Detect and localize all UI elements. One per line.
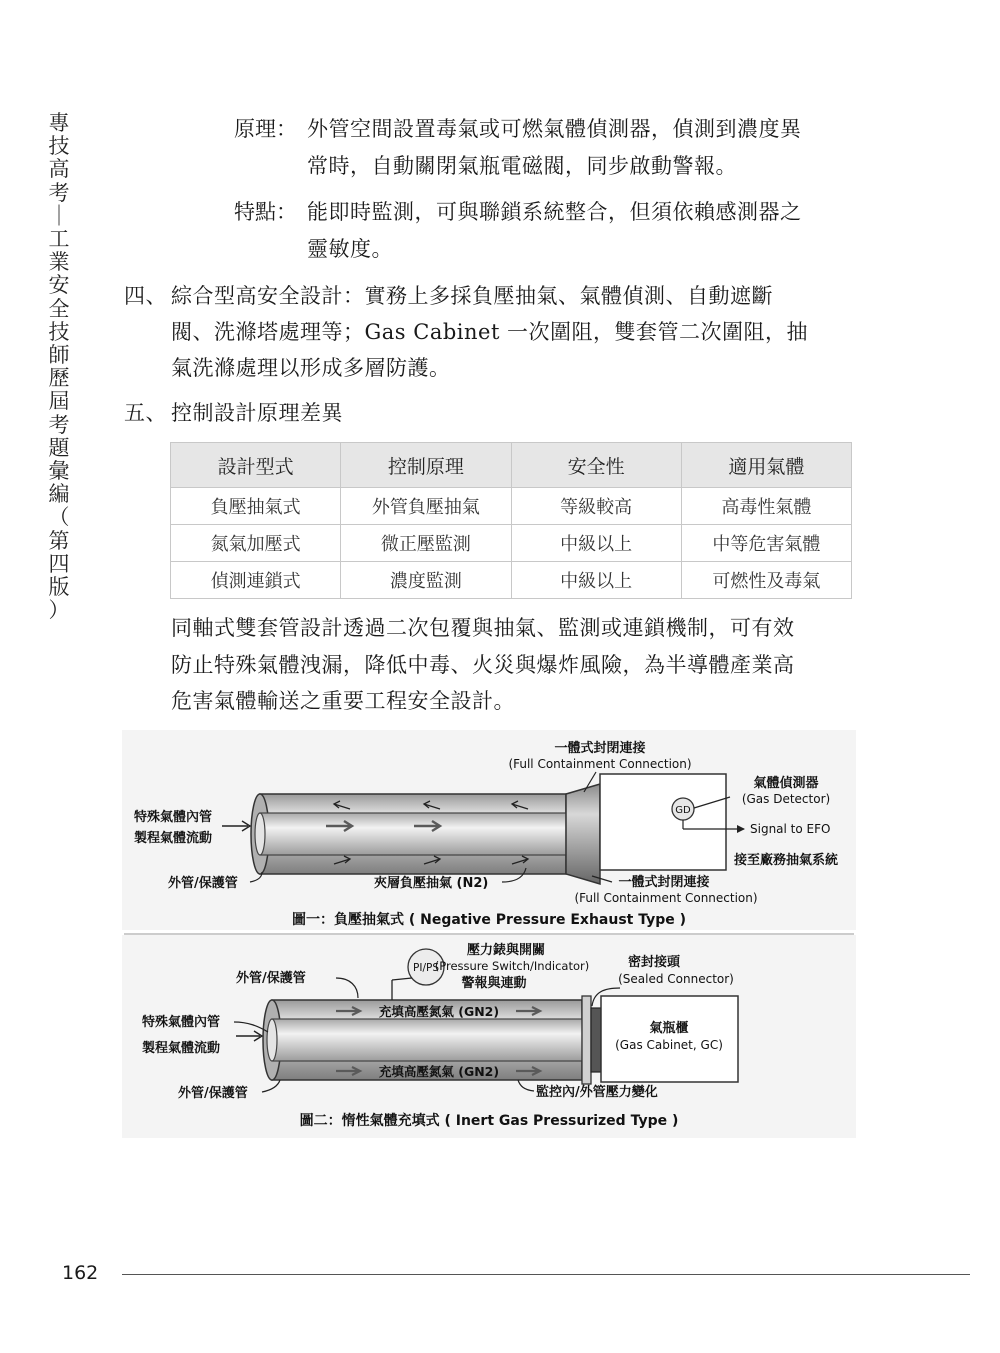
outer-pipe-label-bottom: 外管/保護管 <box>178 1086 248 1101</box>
flow-label: 製程氣體流動 <box>142 1041 221 1056</box>
sidebar-char: ｜ <box>48 203 70 228</box>
gauge-label-zh: 壓力錶與開關 <box>466 943 546 958</box>
detector-label-zh: 氣體偵測器 <box>753 776 819 791</box>
annulus-exhaust-label: 夾層負壓抽氣 (N2) <box>374 876 489 891</box>
sidebar-char: 師 <box>48 343 70 368</box>
table-row <box>171 525 852 562</box>
inner-pipe-end <box>267 1019 277 1061</box>
gauge-label-en: (Pressure Switch/Indicator) <box>434 959 590 973</box>
table-cell: 中級以上 <box>511 525 681 562</box>
table-header: 設計型式 <box>171 443 341 488</box>
sidebar-char: 高 <box>48 157 70 182</box>
bottom-connection-label-zh: 一體式封閉連接 <box>618 875 710 890</box>
book-title-vertical <box>44 112 74 622</box>
footer-rule <box>122 1274 970 1275</box>
sidebar-char: 業 <box>48 250 70 275</box>
gd-label: GD <box>675 805 691 816</box>
table-cell: 偵測連鎖式 <box>171 562 341 599</box>
feature-label: 特點： <box>234 200 297 224</box>
inner-pipe-label: 特殊氣體內管 <box>142 1015 221 1030</box>
page-number: 162 <box>62 1262 99 1284</box>
table-cell: 等級較高 <box>511 488 681 525</box>
section-5-title: 控制設計原理差異 <box>171 401 343 425</box>
table-cell: 中級以上 <box>511 562 681 599</box>
alarm-label: 警報與連動 <box>461 976 527 991</box>
containment-flange <box>566 784 600 884</box>
inner-pipe-label: 特殊氣體內管 <box>134 810 213 825</box>
table-header: 適用氣體 <box>681 443 851 488</box>
sealed-connector-flange <box>582 996 591 1084</box>
control-design-table <box>170 442 852 599</box>
principle-line-2: 常時，自動關閉氣瓶電磁閥，同步啟動警報。 <box>307 154 737 178</box>
inner-pipe <box>260 813 566 855</box>
table-cell: 氮氣加壓式 <box>171 525 341 562</box>
inner-pipe <box>272 1019 582 1061</box>
sidebar-char: 專 <box>48 111 70 135</box>
detector-enclosure <box>600 774 726 870</box>
section-4-line-3: 氣洗滌處理以形成多層防護。 <box>171 356 451 380</box>
sidebar-char: 第 <box>48 528 70 553</box>
cabinet-label-zh: 氣瓶櫃 <box>649 1021 689 1036</box>
table-header-row <box>171 443 852 488</box>
seal-label-en: (Sealed Connector) <box>618 972 734 986</box>
sidebar-char: 題 <box>48 435 70 460</box>
sidebar-char: 全 <box>48 296 70 321</box>
principle-label: 原理： <box>234 117 297 141</box>
table-cell: 可燃性及毒氣 <box>681 562 851 599</box>
table-row <box>171 562 852 599</box>
sidebar-char: 技 <box>48 134 70 159</box>
sidebar-char: 屆 <box>48 389 70 414</box>
sidebar-char: ） <box>48 598 70 623</box>
section-4-number: 四、 <box>124 284 167 308</box>
pi-ps-label: PI/PS <box>413 962 439 974</box>
summary-line-2: 防止特殊氣體洩漏，降低中毒、火災與爆炸風險，為半導體產業高 <box>171 653 795 677</box>
principle-line-1: 外管空間設置毒氣或可燃氣體偵測器，偵測到濃度異 <box>307 117 802 141</box>
feature-line-1: 能即時監測，可與聯鎖系統整合，但須依賴感測器之 <box>307 200 802 224</box>
summary-line-3: 危害氣體輸送之重要工程安全設計。 <box>171 689 515 713</box>
table-cell: 微正壓監測 <box>341 525 511 562</box>
table-cell: 中等危害氣體 <box>681 525 851 562</box>
table-row <box>171 488 852 525</box>
sidebar-char: 彙 <box>48 459 70 484</box>
summary-line-1: 同軸式雙套管設計透過二次包覆與抽氣、監測或連鎖機制，可有效 <box>171 616 795 640</box>
fill-label-top: 充填高壓氮氣 (GN2) <box>378 1004 500 1019</box>
sidebar-char: 版 <box>48 575 70 600</box>
table-cell: 外管負壓抽氣 <box>341 488 511 525</box>
section-4-line-2: 閥、洗滌塔處理等；Gas Cabinet 一次圍阻，雙套管二次圍阻，抽 <box>171 320 809 344</box>
sidebar-char: 歷 <box>48 366 70 391</box>
pipe-diagrams <box>122 730 856 1138</box>
table-cell: 高毒性氣體 <box>681 488 851 525</box>
inner-pipe-end <box>255 813 265 855</box>
sidebar-char: 工 <box>48 227 70 252</box>
section-5-number: 五、 <box>124 401 167 425</box>
sealed-connector-body <box>591 1008 601 1072</box>
section-4-line-1: 綜合型高安全設計：實務上多採負壓抽氣、氣體偵測、自動遮斷 <box>171 284 773 308</box>
figure-2-caption: 圖二：惰性氣體充填式 ( Inert Gas Pressurized Type ) <box>299 1113 679 1129</box>
sidebar-char: 考 <box>48 180 70 205</box>
seal-label-zh: 密封接頭 <box>627 955 681 970</box>
exhaust-label: 接至廠務抽氣系統 <box>734 853 839 868</box>
top-connection-label-en: (Full Containment Connection) <box>508 757 692 771</box>
monitor-label: 監控內/外管壓力變化 <box>536 1085 658 1100</box>
feature-line-2: 靈敏度。 <box>307 237 393 261</box>
sidebar-char: 考 <box>48 412 70 437</box>
sidebar-char: 技 <box>48 319 70 344</box>
top-connection-label-zh: 一體式封閉連接 <box>554 741 646 756</box>
sidebar-char: 編 <box>48 482 70 507</box>
table-header: 控制原理 <box>341 443 511 488</box>
sidebar-char: 四 <box>48 551 70 576</box>
detector-label-en: (Gas Detector) <box>741 792 831 806</box>
bottom-connection-label-en: (Full Containment Connection) <box>574 891 758 905</box>
fill-label-bottom: 充填高壓氮氣 (GN2) <box>378 1064 500 1079</box>
table-cell: 負壓抽氣式 <box>171 488 341 525</box>
flow-label: 製程氣體流動 <box>134 831 213 846</box>
table-header: 安全性 <box>511 443 681 488</box>
figure-1-caption: 圖一：負壓抽氣式 ( Negative Pressure Exhaust Type ) <box>291 912 687 928</box>
outer-pipe-label: 外管/保護管 <box>168 876 238 891</box>
outer-pipe-label-top: 外管/保護管 <box>236 971 306 986</box>
signal-label: Signal to EFO <box>750 822 831 836</box>
cabinet-label-en: (Gas Cabinet, GC) <box>615 1038 723 1052</box>
sidebar-char: （ <box>48 505 70 530</box>
sidebar-char: 安 <box>48 273 70 298</box>
table-cell: 濃度監測 <box>341 562 511 599</box>
